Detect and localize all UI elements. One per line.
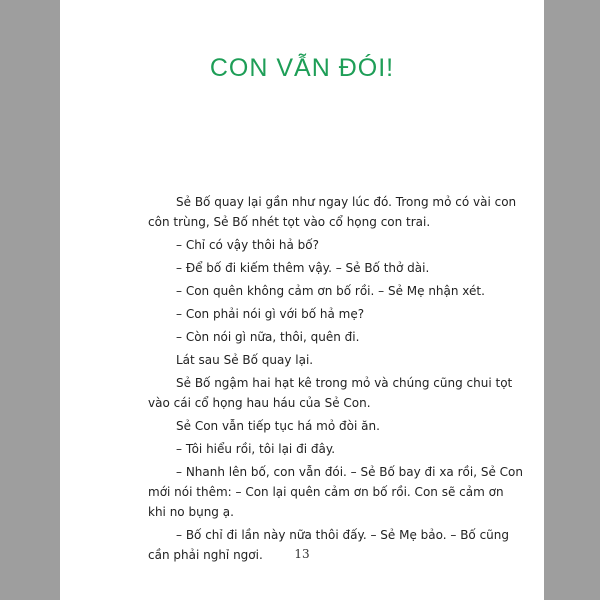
paragraph: – Con quên không cảm ơn bố rồi. – Sẻ Mẹ nhận xét. — [176, 284, 485, 298]
paragraph: – Nhanh lên bố, con vẫn đói. – Sẻ Bố bay đi xa rồi, Sẻ Con mới nói thêm: – Con lại quên cảm ơn bố rồi. Con sẽ cảm ơn khi no bụng ạ. — [148, 465, 523, 519]
chapter-title: CON VẪN ĐÓI! — [209, 54, 395, 82]
paragraph: – Để bố đi kiếm thêm vậy. – Sẻ Bố thở dài. — [176, 261, 430, 275]
paragraph: – Con phải nói gì với bố hả mẹ? — [176, 307, 365, 321]
page-number: 13 — [294, 547, 310, 561]
paragraph: Sẻ Bố quay lại gần như ngay lúc đó. Trong mỏ có vài con côn trùng, Sẻ Bố nhét tọt vào cổ họng con trai. — [148, 195, 517, 229]
paragraph: Lát sau Sẻ Bố quay lại. — [176, 353, 314, 367]
chapter-body — [148, 192, 524, 568]
paragraph: – Tôi hiểu rồi, tôi lại đi đây. — [176, 442, 336, 456]
book-page — [60, 0, 544, 600]
paragraph: Sẻ Con vẫn tiếp tục há mỏ đòi ăn. — [176, 419, 380, 433]
paragraph: – Còn nói gì nữa, thôi, quên đi. — [176, 330, 360, 344]
paragraph: – Chỉ có vậy thôi hả bố? — [176, 238, 319, 252]
paragraph: – Bố chỉ đi lần này nữa thôi đấy. – Sẻ Mẹ bảo. – Bố cũng cần phải nghỉ ngơi. — [148, 528, 510, 562]
paragraph: Sẻ Bố ngậm hai hạt kê trong mỏ và chúng cũng chui tọt vào cái cổ họng hau háu của Sẻ Con. — [148, 376, 513, 410]
